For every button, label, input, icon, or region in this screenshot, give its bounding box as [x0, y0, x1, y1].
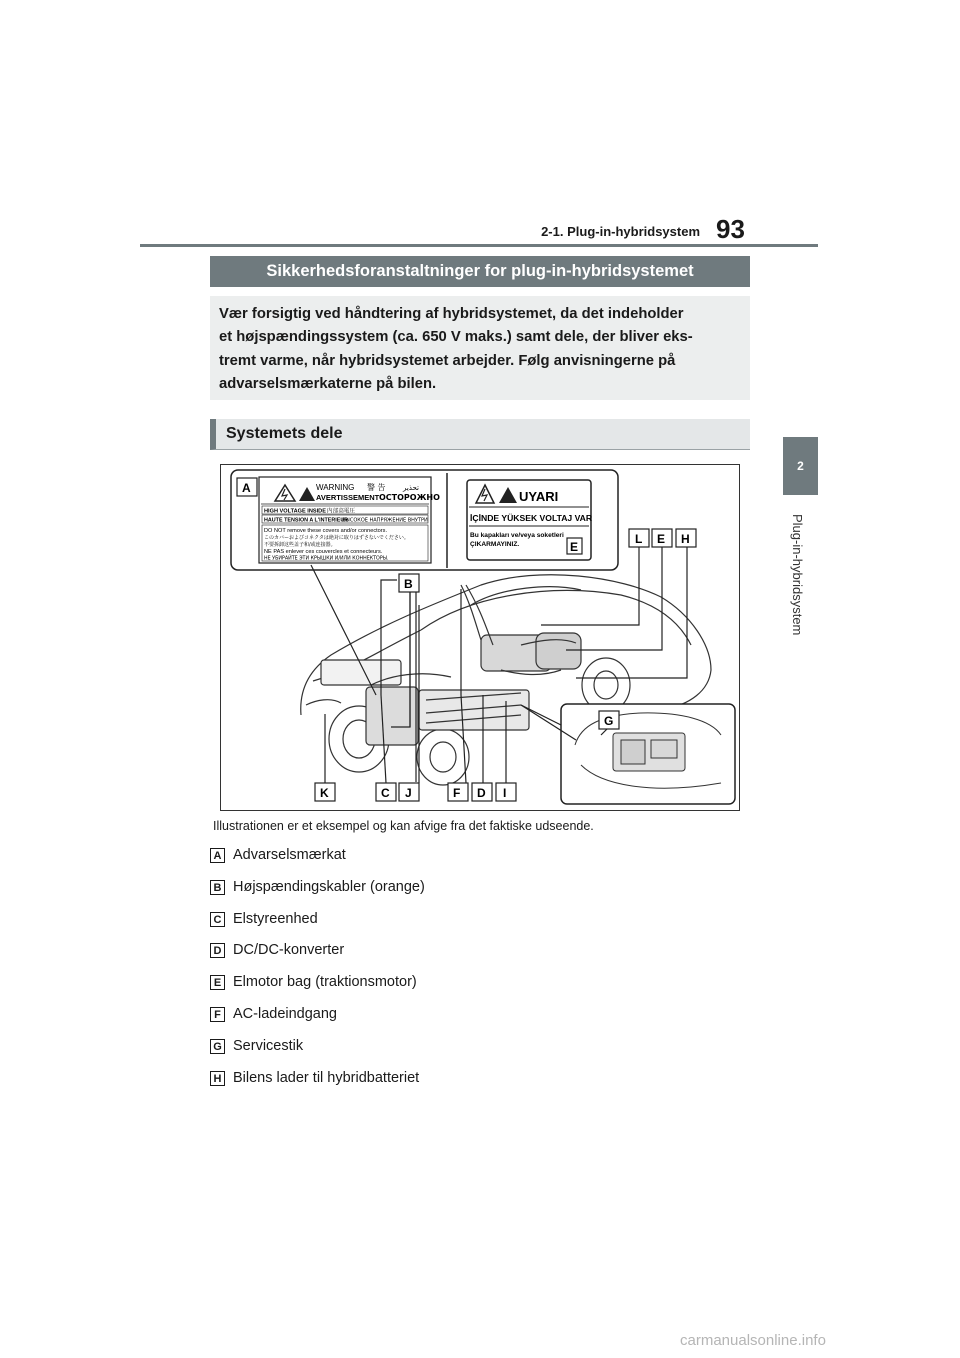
callout-A: A: [242, 481, 251, 495]
callout-I: I: [503, 786, 507, 800]
label-tr-line2: Bu kapakları ve/veya soketleri: [470, 532, 564, 539]
service-plug-inset: [561, 704, 735, 804]
legend-item: [210, 942, 610, 962]
header-rule: [140, 244, 818, 247]
legend-letter: E: [210, 975, 225, 990]
figure-illustration: [221, 465, 739, 810]
legend-letter: D: [210, 943, 225, 958]
callout-L: L: [635, 532, 643, 546]
legend-letter: C: [210, 912, 225, 927]
label-kanji-text: 警 告: [367, 483, 386, 492]
callout-K: K: [320, 786, 329, 800]
legend-letter: B: [210, 880, 225, 895]
label-hv-ru-text: ВЫСОКОЕ НАПРЯЖЕНИЕ ВНУТРИ: [342, 517, 428, 524]
callout-E: E: [657, 532, 666, 546]
callout-B: B: [404, 577, 413, 591]
callout-E-small: E: [570, 540, 579, 554]
legend-label: AC-ladeindgang: [233, 1006, 337, 1022]
legend-item: [210, 974, 610, 994]
legend-item: [210, 1070, 610, 1090]
legend-label: Servicestik: [233, 1038, 304, 1054]
label-dn2-text: このカバーおよびコネクタは絶対に取りはずさないでください。: [264, 535, 409, 541]
running-header-section: 2-1. Plug-in-hybridsystem: [541, 224, 700, 239]
legend-label: Elstyreenhed: [233, 911, 318, 927]
intro-text: [219, 303, 747, 397]
legend-letter: G: [210, 1039, 225, 1054]
callout-H: H: [681, 532, 690, 546]
label-warning-text: WARNING: [316, 483, 355, 492]
sub-heading-text: Systemets dele: [226, 425, 343, 442]
label-dn4-text: NE PAS enlever ces couvercles et connecteurs.: [264, 549, 383, 555]
label-avert-text: AVERTISSEMENT: [316, 493, 380, 502]
callout-F: F: [453, 786, 461, 800]
callout-D: D: [477, 786, 486, 800]
page-number: 93: [716, 214, 745, 244]
figure-caption: Illustrationen er et eksempel og kan afvige fra det faktiske udseende.: [213, 819, 594, 833]
legend-label: Elmotor bag (traktionsmotor): [233, 974, 417, 990]
section-banner: Sikkerhedsforanstaltninger for plug-in-hybridsystemet: [210, 256, 750, 287]
legend-letter: H: [210, 1071, 225, 1086]
legend-label: Højspændingskabler (orange): [233, 879, 425, 895]
legend-letter: F: [210, 1007, 225, 1022]
label-dn3-text: 不要拆卸这些盖子和/或连接器。: [264, 542, 336, 548]
system-parts-figure: [220, 464, 740, 811]
warning-label-multilingual: [259, 477, 440, 563]
label-russian-text: ОСТОРОЖНО: [379, 493, 440, 502]
label-dn5-text: НЕ УБИРАЙТЕ ЭТИ КРЫШКИ И/ИЛИ КОННЕКТОРЫ.: [264, 556, 389, 562]
watermark: carmanualsonline.info: [680, 1332, 826, 1349]
label-hv-text: HIGH VOLTAGE INSIDE: [264, 508, 326, 515]
label-hv-jp-text: 内部高電圧: [327, 508, 355, 515]
intro-line: tremt varme, når hybridsystemet arbejder. Følg anvisningerne på: [219, 352, 676, 369]
legend-item: [210, 1038, 610, 1058]
callout-G: G: [604, 714, 614, 728]
callout-C: C: [381, 786, 390, 800]
intro-line: advarselsmærkaterne på bilen.: [219, 376, 437, 393]
legend-label: Advarselsmærkat: [233, 847, 346, 863]
legend-item: [210, 1006, 610, 1026]
legend-item: [210, 847, 610, 867]
label-tr-line3: ÇIKARMAYINIZ.: [470, 541, 520, 548]
legend-item: [210, 911, 610, 931]
label-dn1-text: DO NOT remove these covers and/or connectors.: [264, 528, 388, 534]
chapter-tab-title: Plug-in-hybridsystem: [790, 514, 805, 636]
legend-letter: A: [210, 848, 225, 863]
legend-label: DC/DC-konverter: [233, 942, 345, 958]
legend-item: [210, 879, 610, 899]
callout-J: J: [405, 786, 412, 800]
intro-line: et højspændingssystem (ca. 650 V maks.) samt dele, der bliver eks-: [219, 329, 693, 346]
chapter-tab[interactable]: 2: [783, 437, 818, 495]
label-uyari-text: UYARI: [519, 489, 559, 504]
label-ht-text: HAUTE TENSION A L'INTERIEUR: [264, 517, 349, 524]
legend-label: Bilens lader til hybridbatteriet: [233, 1070, 420, 1086]
label-tr-line1: İÇİNDE YÜKSEK VOLTAJ VAR: [470, 513, 593, 523]
intro-line: Vær forsigtig ved håndtering af hybridsystemet, da det indeholder: [219, 306, 684, 322]
label-arabic-text: تحذير: [403, 484, 419, 492]
sub-heading: [210, 419, 750, 450]
